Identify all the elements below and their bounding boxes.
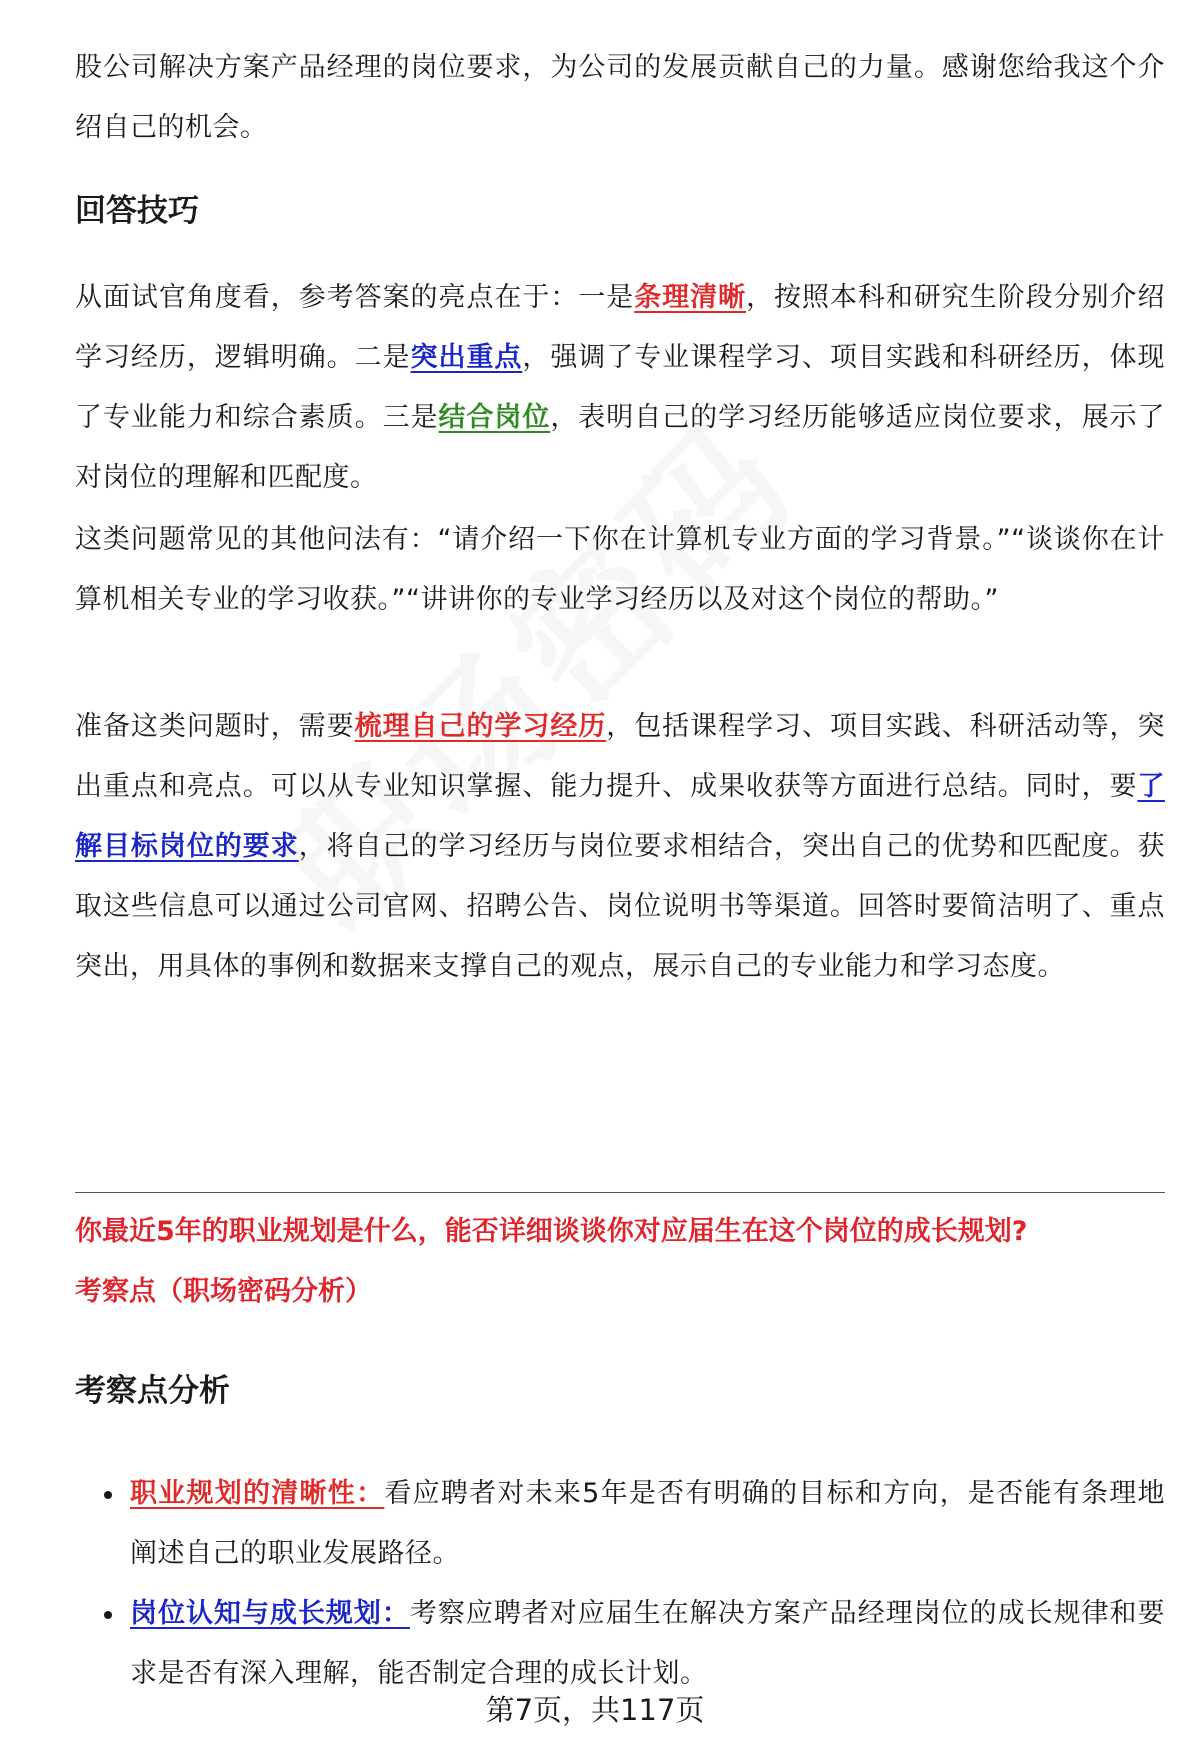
text-segment: ，表明自己的学习经历能够适应岗位要求，展示了对岗位的理解和匹配度。: [75, 402, 1166, 493]
highlight-match-position: 结合岗位: [438, 402, 551, 433]
highlight-focus: 突出重点: [410, 342, 523, 373]
page-number: 第7页，共117页: [485, 1693, 705, 1727]
section-divider: [75, 1192, 1165, 1193]
analysis-item: [75, 1464, 1165, 1584]
analysis-item-text: 看应聘者对未来5年是否有明确的目标和方向，是否能有条理地阐述自己的职业发展路径。: [130, 1478, 1165, 1569]
answer-tips-paragraph-3: [75, 697, 1165, 997]
analysis-item-label: 岗位认知与成长规划：: [130, 1598, 410, 1629]
text-segment: ，将自己的学习经历与岗位要求相结合，突出自己的优势和匹配度。获取这些信息可以通过公司官网、招聘公告、岗位说明书等渠道。回答时要简洁明了、重点突出，用具体的事例和数据来支撑自己的观点，展示自己的专业能力和学习态度。: [75, 831, 1166, 982]
next-question: 你最近5年的职业规划是什么，能否详细谈谈你对应届生在这个岗位的成长规划?: [75, 1216, 1028, 1247]
answer-tips-paragraph-1: [75, 268, 1165, 508]
analysis-item-label: 职业规划的清晰性：: [130, 1478, 385, 1509]
text-segment: ，按照本科和研究生阶段分别介绍学习经历，逻辑明确。二是: [75, 282, 1166, 373]
analysis-item: [75, 1584, 1165, 1704]
highlight-clear-logic: 条理清晰: [634, 282, 747, 313]
highlight-review-experience: 梳理自己的学习经历: [354, 711, 607, 742]
answer-tips-heading: 回答技巧: [75, 193, 199, 229]
intro-continued-paragraph: 股公司解决方案产品经理的岗位要求，为公司的发展贡献自己的力量。感谢您给我这个介绍自己的机会。: [75, 52, 1165, 143]
next-question-subtitle: 考察点（职场密码分析）: [75, 1276, 372, 1307]
text-segment: 准备这类问题时，需要: [75, 711, 355, 742]
analysis-item-text: 考察应聘者对应届生在解决方案产品经理岗位的成长规律和要求是否有深入理解，能否制定合理的成长计划。: [130, 1598, 1166, 1689]
text-segment: 从面试官角度看，参考答案的亮点在于：一是: [75, 282, 635, 313]
text-segment: ，强调了专业课程学习、项目实践和科研经历，体现了专业能力和综合素质。三是: [75, 342, 1166, 433]
highlight-understand-requirements: 了解目标岗位的要求: [75, 771, 1165, 862]
analysis-heading: 考察点分析: [75, 1373, 230, 1409]
text-segment: ，包括课程学习、项目实践、科研活动等，突出重点和亮点。可以从专业知识掌握、能力提升、成果收获等方面进行总结。同时，要: [75, 711, 1166, 802]
answer-tips-paragraph-2: 这类问题常见的其他问法有：“请介绍一下你在计算机专业方面的学习背景。”“谈谈你在计算机相关专业的学习收获。”“讲讲你的专业学习经历以及对这个岗位的帮助。”: [75, 524, 1165, 615]
analysis-list: [75, 1464, 1165, 1704]
